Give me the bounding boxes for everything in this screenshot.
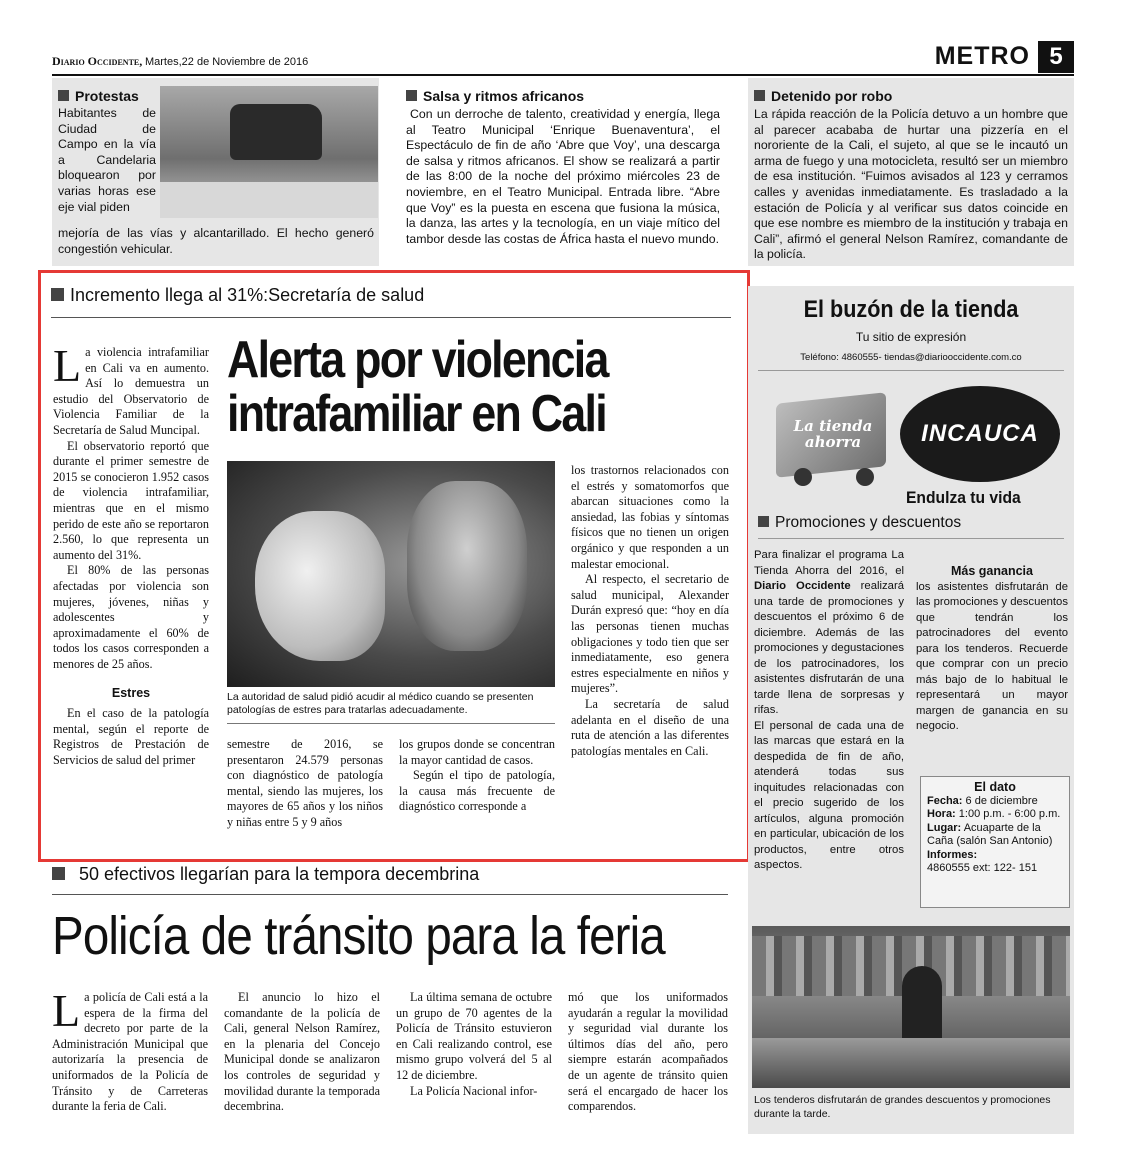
paragraph: mó que los uniformados ayudarán a regular la movilidad y seguridad vial durante los últimos días del año, pero siempre estarán acompañados de un agente de tránsito quien será el encargado de hacer los comparendos.	[568, 990, 728, 1114]
kicker-rule	[51, 317, 731, 318]
brief-text-detenido: La rápida reacción de la Policía detuvo a un hombre que al parecer acababa de hurtar una pizzería en el nororiente de la Cali, el sujeto, al que se le incautó un arma de fuego y una motocicleta, resultó ser un miembro de esa institución. “Fuimos avisados al 123 y cerramos calles y avenidas inmediatamente. Es trasladado a la estación de Policía y al verificar sus datos coincide en que ese nombre es miembro de la institución y trabaja en Cali”, afirmó el general Nelson Ramírez, comandante de la policía.	[754, 107, 1068, 262]
paragraph: semestre de 2016, se presentaron 24.579 personas con diagnóstico de patología mental, siendo las mujeres, los mayores de 65 años y los niños y niñas entre 5 y 9 años	[227, 737, 383, 829]
incauca-slogan: Endulza tu vida	[906, 488, 1021, 507]
el-dato-box	[920, 776, 1070, 908]
main-col-2	[227, 737, 383, 831]
issue-date: Martes,22 de Noviembre de 2016	[144, 56, 309, 68]
caption-rule	[227, 723, 555, 724]
contact-rule	[758, 370, 1064, 371]
second-kicker: 50 efectivos llegarían para la tempora decembrina	[52, 864, 479, 885]
truck-logo-text: La tienda ahorra	[793, 417, 873, 451]
paragraph: Al respecto, el secretario de salud municipal, Alexander Durán expresó que: “hoy en día las personas tienen muchas obligaciones y todo tien que ser inmediatamente, eso genera estres especialmente en niños y mujeres”.	[571, 572, 729, 696]
store-photo	[752, 926, 1070, 1088]
paragraph-bold: Diario Occidente	[754, 580, 851, 592]
incauca-logo	[900, 386, 1060, 482]
drop-cap: L	[53, 340, 82, 391]
sidebar-contact: Teléfono: 4860555- tiendas@diariooccidente.com.co	[800, 352, 1022, 363]
paragraph: a violencia intrafamiliar en Cali va en aumento. Así lo demuestra un estudio del Observatorio de Violencia Familiar de la Secretaría de Salud Muncipal.	[53, 345, 209, 437]
header-rule	[52, 74, 1074, 76]
page-header	[52, 42, 1074, 74]
paragraph: La última semana de octubre un grupo de 70 agentes de la Policía de Tránsito estuvieron en Cali realizando control, ese mismo grupo volverá del 5 al 12 de diciembre.	[396, 990, 552, 1082]
dato-label: Informes:	[927, 848, 978, 861]
brief-text-salsa: Con un derroche de talento, creatividad y energía, llega al Teatro Municipal ‘Enrique Buenaventura’, el Espectáculo de fin de año ‘Abre que Voy’, una descarga de salsa y ritmos africanos. El show se realizará a partir de las 8:00 de la noche del próximo miércoles 23 de noviembre, en el Teatro Municipal. Entrada libre. “Abre que Voy” es la puesta en escena que fusiona la música, la danza, las artes y la tecnología, en un viaje mítico del tambor desde las costas de África hasta el nuevo mundo.	[406, 107, 720, 246]
dato-value: Acuaparte de la Caña (salón San Antonio)	[927, 821, 1053, 847]
second-article	[52, 862, 732, 1132]
dato-label: Hora:	[927, 808, 956, 820]
brief-salsa	[398, 78, 728, 266]
wheel-icon	[856, 468, 874, 486]
paragraph: El anuncio lo hizo el comandante de la policía de Cali, general Nelson Ramírez, en la plenaria del Concejo Municipal donde se analizaron los controles de seguridad y movilidad durante la temporada decembrina.	[224, 990, 380, 1114]
masthead-date-line	[52, 54, 308, 69]
paragraph: los trastornos relacionados con el estrés y somatomorfos que abarcan situaciones como la ansiedad, las fobias y síntomas físicos que no tienen un origen orgánico y que responden a un malestar emocional.	[571, 463, 729, 571]
dato-value: 4860555 ext: 122- 151	[927, 862, 1038, 874]
section-name: METRO	[934, 42, 1030, 70]
sidebar-title: El buzón de la tienda	[803, 296, 1019, 323]
second-kicker-rule	[52, 894, 728, 895]
second-col-3	[396, 990, 552, 1099]
hands-shape	[407, 481, 527, 651]
road-shape	[160, 182, 378, 218]
sidebar-buzon	[748, 286, 1074, 1134]
main-headline: Alerta por violencia intrafamiliar en Cali	[227, 331, 608, 443]
wheel-icon	[794, 468, 812, 486]
paragraph: Para finalizar el programa La Tienda Ahorra del 2016, el	[754, 549, 904, 577]
paragraph: realizará una tarde de promociones y descuentos el próximo 6 de diciembre. Además de las promociones y degustaciones de los patrocinadores, los asistentes disfrutarán de una tarde llena de sorpresas y rifas.	[754, 580, 904, 716]
paragraph: los grupos donde se concentran la mayor cantidad de casos.	[399, 737, 555, 767]
second-col-1	[52, 985, 208, 1115]
page-number: 5	[1038, 41, 1074, 73]
subhead-mas-ganancia: Más ganancia	[951, 564, 1033, 578]
main-article	[38, 270, 750, 862]
paragraph: El personal de cada una de las marcas que estará en la despedida de fin de año, atenderá todas sus inquitudes relacionadas con el precio sugerido de los artículos, alguna promoción en particular, ubicación de los productos, entre otros aspectos.	[754, 719, 904, 871]
brief-detenido	[748, 78, 1074, 266]
paragraph: El 80% de las personas afectadas por violencia son mujeres, jóvenes, niñas y adolescentes y aproximadamente el 60% de todos los casos corresponden a menores de 25 años.	[53, 563, 209, 671]
sidebar-col-2	[916, 564, 1068, 735]
fist-shape	[255, 511, 385, 661]
main-col-1	[53, 340, 209, 768]
brief-title-detenido: Detenido por robo	[754, 88, 892, 104]
incauca-logo-text: INCAUCA	[921, 420, 1039, 447]
sidebar-kicker-rule	[758, 538, 1064, 539]
photo-caption: La autoridad de salud pidió acudir al médico cuando se presenten patologías de estres para tratarlas adecuadamente.	[227, 691, 534, 716]
paragraph: La secretaría de salud adelanta en el diseño de una ruta de atención a las diferentes patologías mentales en Cali.	[571, 696, 729, 758]
brief-title-salsa: Salsa y ritmos africanos	[406, 88, 584, 104]
tienda-ahorra-logo	[766, 390, 894, 490]
brief-title-protestas: Protestas	[58, 88, 139, 104]
store-photo-caption: Los tenderos disfrutarán de grandes descuentos y promociones durante la tarde.	[754, 1094, 1051, 1120]
brief-text-protestas-b: mejoría de las vías y alcantarillado. El hecho generó congestión vehicular.	[58, 226, 374, 256]
paragraph: La Policía Nacional infor-	[410, 1083, 538, 1098]
violence-photo	[227, 461, 555, 687]
el-dato-title: El dato	[974, 780, 1016, 794]
brief-protestas	[52, 78, 379, 266]
dato-value: 1:00 p.m. - 6:00 p.m.	[958, 808, 1061, 820]
dato-value: 6 de diciembre	[965, 794, 1038, 807]
subhead-estres: Estres	[111, 686, 151, 701]
sidebar-subtitle: Tu sitio de expresión	[855, 330, 967, 344]
second-headline: Policía de tránsito para la feria	[52, 906, 665, 966]
paragraph: a policía de Cali está a la espera de la firma del decreto por parte de la Administración Municipal que autorizaría la presencia de uniformados de la Policía de Tránsito y de Carreteras durante la feria de Cali.	[52, 990, 208, 1114]
dato-label: Lugar:	[927, 821, 962, 834]
main-kicker: Incremento llega al 31%:Secretaría de salud	[51, 285, 424, 306]
protest-photo	[160, 86, 378, 218]
masthead: Diario Occidente,	[52, 54, 143, 68]
sidebar-kicker: Promociones y descuentos	[758, 514, 961, 532]
paragraph: los asistentes disfrutarán de las promociones y descuentos que tendrán los patrocinadores del evento para los tenderos. Recuerde que comprar con un precio más bajo de lo habitual le representará un mayor margen de ganancia en su negocio.	[916, 580, 1068, 732]
paragraph: Según el tipo de patología, la causa más frecuente de diagnóstico corresponde a	[399, 768, 555, 814]
counter-shape	[752, 1038, 1070, 1088]
paragraph: En el caso de la patología mental, según el reporte de Registros de Prestación de Servicios de salud del primer	[53, 706, 209, 767]
second-col-4	[568, 990, 728, 1115]
dato-label: Fecha:	[927, 794, 963, 807]
sidebar-col-1	[754, 548, 904, 874]
second-col-2	[224, 990, 380, 1115]
second-drop-cap: L	[52, 985, 81, 1036]
truck-shape	[230, 104, 322, 160]
main-col-4	[571, 463, 729, 759]
paragraph: El observatorio reportó que durante el primer semestre de 2015 se conocieron 1.952 casos de violencia intrafamiliar, mientras que en el mismo perido de este año se reportaron 2.560, lo que representa un aumento del 31%.	[53, 438, 209, 562]
main-col-3	[399, 737, 555, 815]
brief-text-protestas-a: Habitantes de Ciudad de Campo en la vía a Candelaria bloquearon por varias horas ese eje vial piden	[58, 106, 156, 214]
